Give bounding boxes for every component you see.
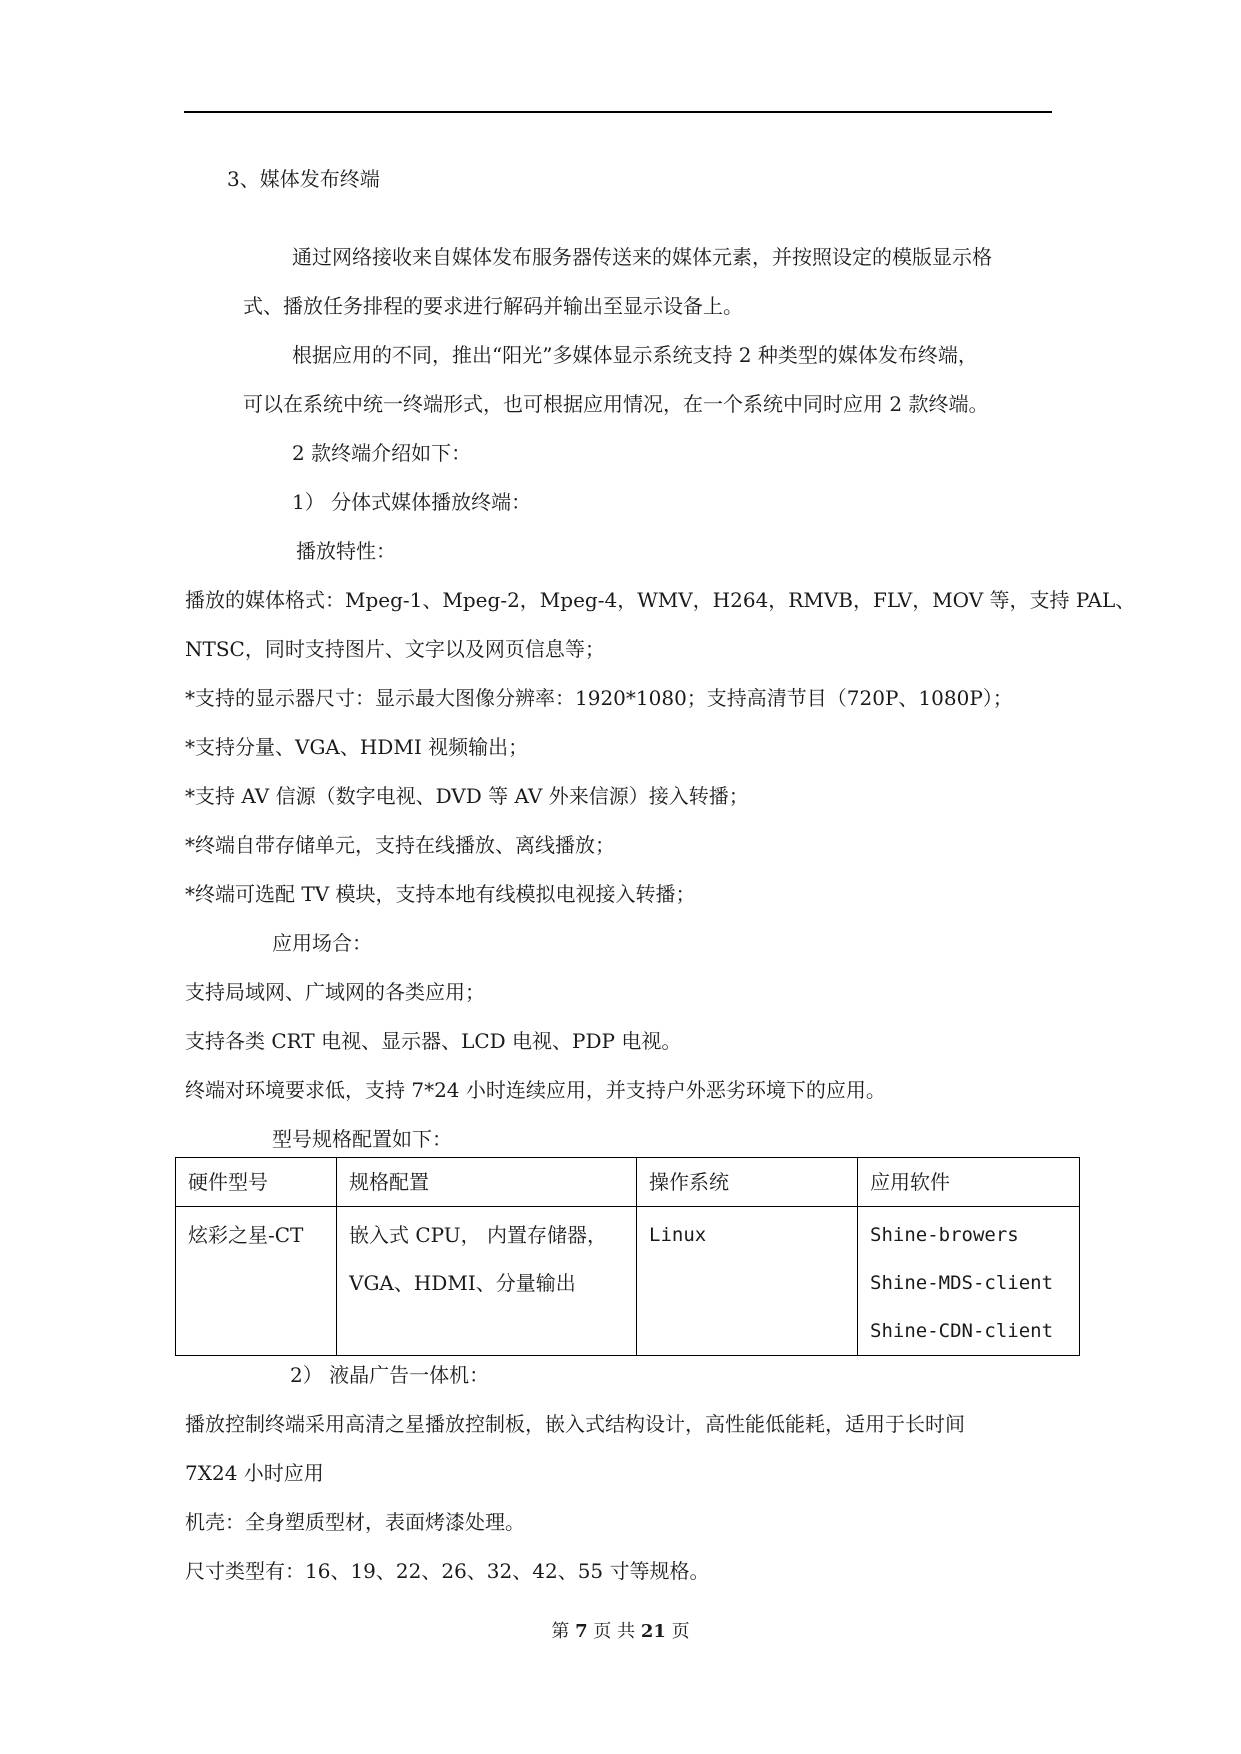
feature-line-1: 播放的媒体格式：Mpeg-1、Mpeg-2，Mpeg-4，WMV，H264，RMVB，FLV，MOV 等，支持 PAL、 <box>185 588 1136 612</box>
feature-line-3: *支持的显示器尺寸：显示最大图像分辨率：1920*1080；支持高清节目（720P、1080P）； <box>185 686 1013 710</box>
usage-label: 应用场合： <box>272 931 372 955</box>
intro-line-1: 通过网络接收来自媒体发布服务器传送来的媒体元素，并按照设定的模版显示格 <box>292 245 992 269</box>
footer-middle: 页 共 <box>593 1621 636 1642</box>
usage-line-1: 支持局域网、广域网的各类应用； <box>185 980 485 1004</box>
header-cell-config: 规格配置 <box>337 1158 637 1207</box>
intro-line-4: 可以在系统中统一终端形式，也可根据应用情况，在一个系统中同时应用 2 款终端。 <box>243 392 989 416</box>
feature-line-7: *终端可选配 TV 模块，支持本地有线模拟电视接入转播； <box>185 882 696 906</box>
terminal2-heading: 2） 液晶广告一体机： <box>290 1363 490 1387</box>
footer-page-number: 7 <box>575 1621 588 1642</box>
cell-os <box>637 1207 858 1356</box>
terminal2-line-4: 尺寸类型有：16、19、22、26、32、42、55 寸等规格。 <box>185 1559 710 1583</box>
header-cell-model: 硬件型号 <box>176 1158 337 1207</box>
software-line-1: Shine-browers <box>870 1224 1019 1246</box>
page-footer <box>0 1620 1241 1644</box>
feature-line-5: *支持 AV 信源（数字电视、DVD 等 AV 外来信源）接入转播； <box>185 784 749 808</box>
intro-line-3: 根据应用的不同，推出“阳光”多媒体显示系统支持 2 种类型的媒体发布终端， <box>292 343 978 367</box>
cell-model <box>176 1207 337 1356</box>
footer-prefix: 第 <box>551 1621 570 1642</box>
usage-line-3: 终端对环境要求低，支持 7*24 小时连续应用，并支持户外恶劣环境下的应用。 <box>185 1078 886 1102</box>
intro-line-2: 式、播放任务排程的要求进行解码并输出至显示设备上。 <box>243 294 743 318</box>
header-rule <box>184 111 1052 113</box>
software-line-3: Shine-CDN-client <box>870 1320 1054 1342</box>
header-cell-os: 操作系统 <box>637 1158 858 1207</box>
feature-line-4: *支持分量、VGA、HDMI 视频输出； <box>185 735 529 759</box>
footer-suffix: 页 <box>671 1621 690 1642</box>
spec-table <box>175 1157 1080 1356</box>
features-label: 播放特性： <box>296 539 396 563</box>
terminal2-line-1: 播放控制终端采用高清之星播放控制板，嵌入式结构设计，高性能低能耗，适用于长时间 <box>185 1412 965 1436</box>
section-title: 3、媒体发布终端 <box>227 167 380 191</box>
terminal1-heading: 1） 分体式媒体播放终端： <box>292 490 532 514</box>
feature-line-2: NTSC，同时支持图片、文字以及网页信息等； <box>185 637 605 661</box>
spec-label: 型号规格配置如下： <box>272 1127 452 1151</box>
footer-total-pages: 21 <box>640 1621 666 1642</box>
cell-config <box>337 1207 637 1356</box>
intro-line-5: 2 款终端介绍如下： <box>292 441 472 465</box>
terminal2-line-2: 7X24 小时应用 <box>185 1461 324 1485</box>
table-row <box>176 1207 1080 1356</box>
usage-line-2: 支持各类 CRT 电视、显示器、LCD 电视、PDP 电视。 <box>185 1029 682 1053</box>
model-value: 炫彩之星-CT <box>188 1223 304 1247</box>
cell-software <box>858 1207 1080 1356</box>
config-line-2: VGA、HDMI、分量输出 <box>349 1271 576 1295</box>
os-value: Linux <box>649 1224 707 1246</box>
spec-table-header-row <box>176 1158 1080 1207</box>
feature-line-6: *终端自带存储单元，支持在线播放、离线播放； <box>185 833 615 857</box>
terminal2-line-3: 机壳：全身塑质型材，表面烤漆处理。 <box>185 1510 525 1534</box>
header-cell-software: 应用软件 <box>858 1158 1080 1207</box>
software-line-2: Shine-MDS-client <box>870 1272 1054 1294</box>
config-line-1: 嵌入式 CPU， 内置存储器， <box>349 1223 607 1247</box>
